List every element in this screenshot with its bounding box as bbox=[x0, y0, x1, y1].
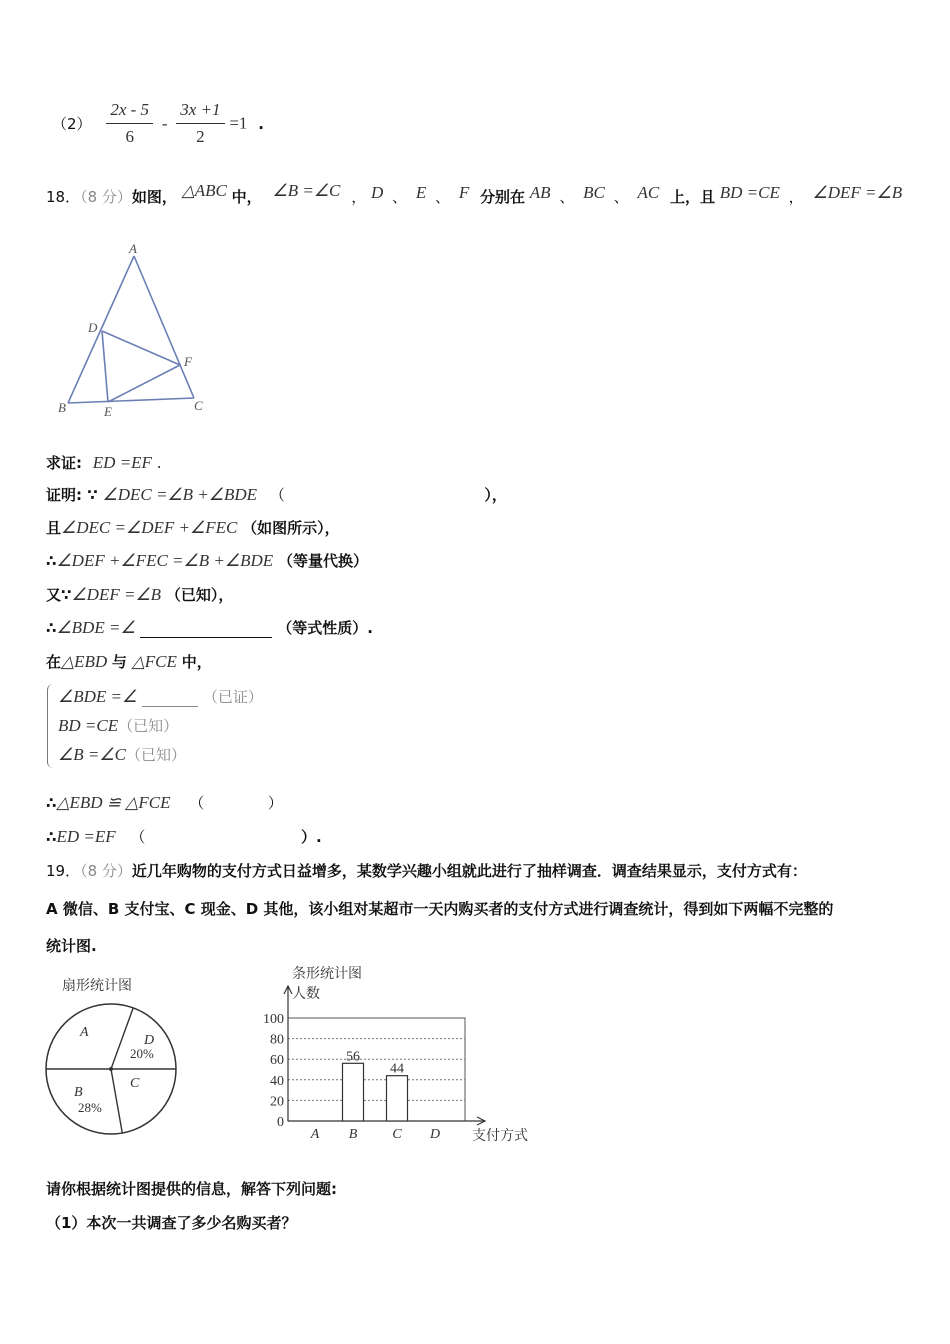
text: ∴ bbox=[46, 619, 57, 637]
point-D: D bbox=[370, 183, 384, 202]
q19-line-3: 统计图. bbox=[46, 937, 97, 955]
fraction-1-numerator: 2x - 5 bbox=[106, 100, 153, 124]
expr: ∠DEF +∠FEC =∠B +∠BDE bbox=[56, 551, 274, 570]
text: . bbox=[156, 454, 162, 472]
pie-title: 扇形统计图 bbox=[62, 978, 132, 994]
bar-title: 条形统计图 bbox=[292, 966, 362, 982]
text: 中， bbox=[181, 653, 212, 671]
text: ∴ bbox=[46, 828, 57, 846]
prove-expr: ED =EF bbox=[92, 453, 152, 472]
text: ， bbox=[788, 188, 804, 206]
fraction-2-numerator: 3x +1 bbox=[176, 100, 224, 124]
text: ）， bbox=[484, 486, 507, 504]
math-def-b: ∠DEF =∠B bbox=[812, 183, 903, 202]
prove-line bbox=[46, 452, 162, 473]
pie-divider-C-B bbox=[111, 1069, 122, 1133]
segment-EF bbox=[108, 365, 180, 402]
x-category-label: B bbox=[348, 1127, 358, 1142]
text: 如图， bbox=[131, 188, 177, 206]
text: 在 bbox=[46, 653, 62, 671]
expr: △EBD ≌ △FCE bbox=[56, 793, 171, 812]
text: （如图所示）， bbox=[242, 519, 340, 537]
expr: ∠DEC =∠DEF +∠FEC bbox=[61, 518, 238, 537]
pie-chart bbox=[38, 968, 188, 1143]
minus-sign: - bbox=[161, 113, 168, 133]
q19-line-1 bbox=[46, 860, 807, 881]
label-C: C bbox=[194, 398, 203, 413]
text: 、 bbox=[613, 188, 629, 206]
text: 证明: ∵ bbox=[46, 486, 98, 504]
y-tick-label: 100 bbox=[263, 1012, 284, 1027]
text: 分别在 bbox=[479, 188, 525, 206]
point-F: F bbox=[458, 183, 470, 202]
math-bd-ce: BD =CE bbox=[719, 183, 780, 202]
q19-sub-1: （1）本次一共调查了多少名购买者？ bbox=[46, 1214, 297, 1232]
proof-line-8 bbox=[46, 826, 322, 847]
bar-chart bbox=[250, 958, 550, 1148]
fraction-1 bbox=[106, 100, 153, 147]
proof-line-4 bbox=[46, 584, 233, 605]
question-points: （8 分） bbox=[80, 188, 132, 206]
label-F: F bbox=[184, 354, 192, 369]
math-triangle-abc: △ABC bbox=[181, 181, 227, 200]
pie-pct-D: 20% bbox=[130, 1046, 154, 1061]
pie-pct-B: 28% bbox=[78, 1100, 102, 1115]
proof-line-6 bbox=[46, 651, 212, 672]
note: （已知） bbox=[125, 746, 186, 764]
text: 又∵ bbox=[46, 586, 72, 604]
expr: ∠BDE =∠ bbox=[56, 618, 136, 637]
segment-AB: AB bbox=[529, 183, 551, 202]
prove-label: 求证: bbox=[46, 454, 82, 472]
pie-label-C: C bbox=[130, 1076, 140, 1091]
fraction-2 bbox=[176, 100, 224, 147]
expr: ∠BDE =∠ bbox=[58, 687, 138, 706]
text: 与 bbox=[111, 653, 127, 671]
y-tick-label: 60 bbox=[270, 1053, 284, 1069]
bar-B bbox=[343, 1063, 364, 1121]
triangle-figure bbox=[50, 240, 220, 425]
bar-ylabel: 人数 bbox=[292, 986, 320, 1002]
expr: BD =CE bbox=[58, 716, 119, 735]
text: ， bbox=[351, 188, 367, 206]
proof-line-1 bbox=[46, 484, 507, 505]
label-A: A bbox=[129, 241, 137, 256]
q17-part2 bbox=[52, 100, 264, 147]
text: （已知）， bbox=[165, 586, 234, 604]
text: 、 bbox=[435, 188, 451, 206]
text: （等式性质）. bbox=[277, 619, 373, 637]
note: （已知） bbox=[118, 717, 179, 735]
y-tick-label: 0 bbox=[277, 1115, 284, 1130]
fraction-1-denominator: 6 bbox=[125, 127, 134, 146]
part-label: （2） bbox=[52, 115, 92, 133]
label-D: D bbox=[88, 320, 98, 335]
plot-frame bbox=[288, 1018, 465, 1121]
expr: ED =EF bbox=[56, 827, 116, 846]
q18-header bbox=[46, 181, 903, 207]
system-line-2 bbox=[58, 715, 178, 736]
proof-line-7 bbox=[46, 792, 283, 813]
question-number: 18． bbox=[46, 188, 81, 206]
side-BC bbox=[68, 398, 194, 403]
text: ）. bbox=[300, 828, 322, 846]
q19-line-2: A 微信、B 支付宝、C 现金、D 其他，该小组对某超市一天内购买者的支付方式进行调查统计，得到如下两幅不完整的 bbox=[46, 900, 834, 918]
label-B: B bbox=[58, 400, 66, 415]
fill-blank-3[interactable] bbox=[142, 690, 198, 707]
text: 、 bbox=[559, 188, 575, 206]
segment-BC: BC bbox=[583, 183, 605, 202]
text: 上，且 bbox=[669, 188, 715, 206]
expr: ∠DEC =∠B +∠BDE bbox=[102, 485, 258, 504]
system-line-3 bbox=[58, 744, 186, 765]
bar-value-label: 56 bbox=[346, 1049, 360, 1065]
x-category-label: D bbox=[429, 1127, 441, 1142]
segment-AC: AC bbox=[637, 183, 660, 202]
x-category-label: A bbox=[310, 1127, 320, 1142]
label-E: E bbox=[104, 404, 112, 419]
equation-rhs: =1 bbox=[229, 113, 248, 133]
y-tick-label: 80 bbox=[270, 1032, 284, 1048]
y-tick-label: 20 bbox=[270, 1094, 284, 1110]
text: 且 bbox=[46, 519, 62, 537]
pie-label-A: A bbox=[80, 1025, 89, 1040]
note: （已证） bbox=[202, 688, 263, 706]
math-angle-eq: ∠B =∠C bbox=[272, 181, 341, 200]
expr: ∠B =∠C bbox=[58, 745, 126, 764]
side-AB bbox=[68, 256, 134, 403]
x-category-label: C bbox=[392, 1127, 402, 1142]
system-line-1 bbox=[58, 686, 263, 707]
expr: ∠DEF =∠B bbox=[71, 585, 162, 604]
q19-question-intro: 请你根据统计图提供的信息，解答下列问题: bbox=[46, 1180, 338, 1198]
fraction-2-denominator: 2 bbox=[196, 127, 205, 146]
segment-DE bbox=[102, 331, 108, 402]
bar-value-label: 44 bbox=[390, 1061, 404, 1077]
proof-line-2 bbox=[46, 517, 340, 538]
bar-xlabel: 支付方式 bbox=[472, 1128, 528, 1144]
expr: △EBD bbox=[61, 652, 108, 671]
text: ∴ bbox=[46, 552, 57, 570]
y-tick-label: 40 bbox=[270, 1073, 284, 1089]
question-points: （8 分） bbox=[80, 862, 132, 880]
proof-line-5 bbox=[46, 617, 373, 638]
period: . bbox=[258, 114, 264, 133]
text: （ bbox=[130, 828, 146, 846]
side-AC bbox=[134, 256, 194, 398]
text: 中， bbox=[231, 188, 262, 206]
bar-C bbox=[387, 1076, 408, 1121]
proof-line-3 bbox=[46, 550, 368, 571]
pie-label-B: B bbox=[74, 1085, 83, 1100]
expr: △FCE bbox=[131, 652, 177, 671]
text: （ bbox=[189, 794, 205, 812]
pie-center bbox=[109, 1067, 113, 1071]
question-number: 19． bbox=[46, 862, 81, 880]
text: 近几年购物的支付方式日益增多，某数学兴趣小组就此进行了抽样调查．调查结果显示，支付方式有： bbox=[131, 862, 807, 880]
text: （等量代换） bbox=[277, 552, 368, 570]
text: ） bbox=[267, 794, 283, 812]
text: 、 bbox=[392, 188, 408, 206]
fill-blank-2[interactable] bbox=[140, 621, 272, 638]
text: （ bbox=[269, 486, 285, 504]
point-E: E bbox=[415, 183, 427, 202]
system-brace bbox=[47, 684, 54, 768]
pie-label-D: D bbox=[144, 1033, 155, 1048]
text: ∴ bbox=[46, 794, 57, 812]
